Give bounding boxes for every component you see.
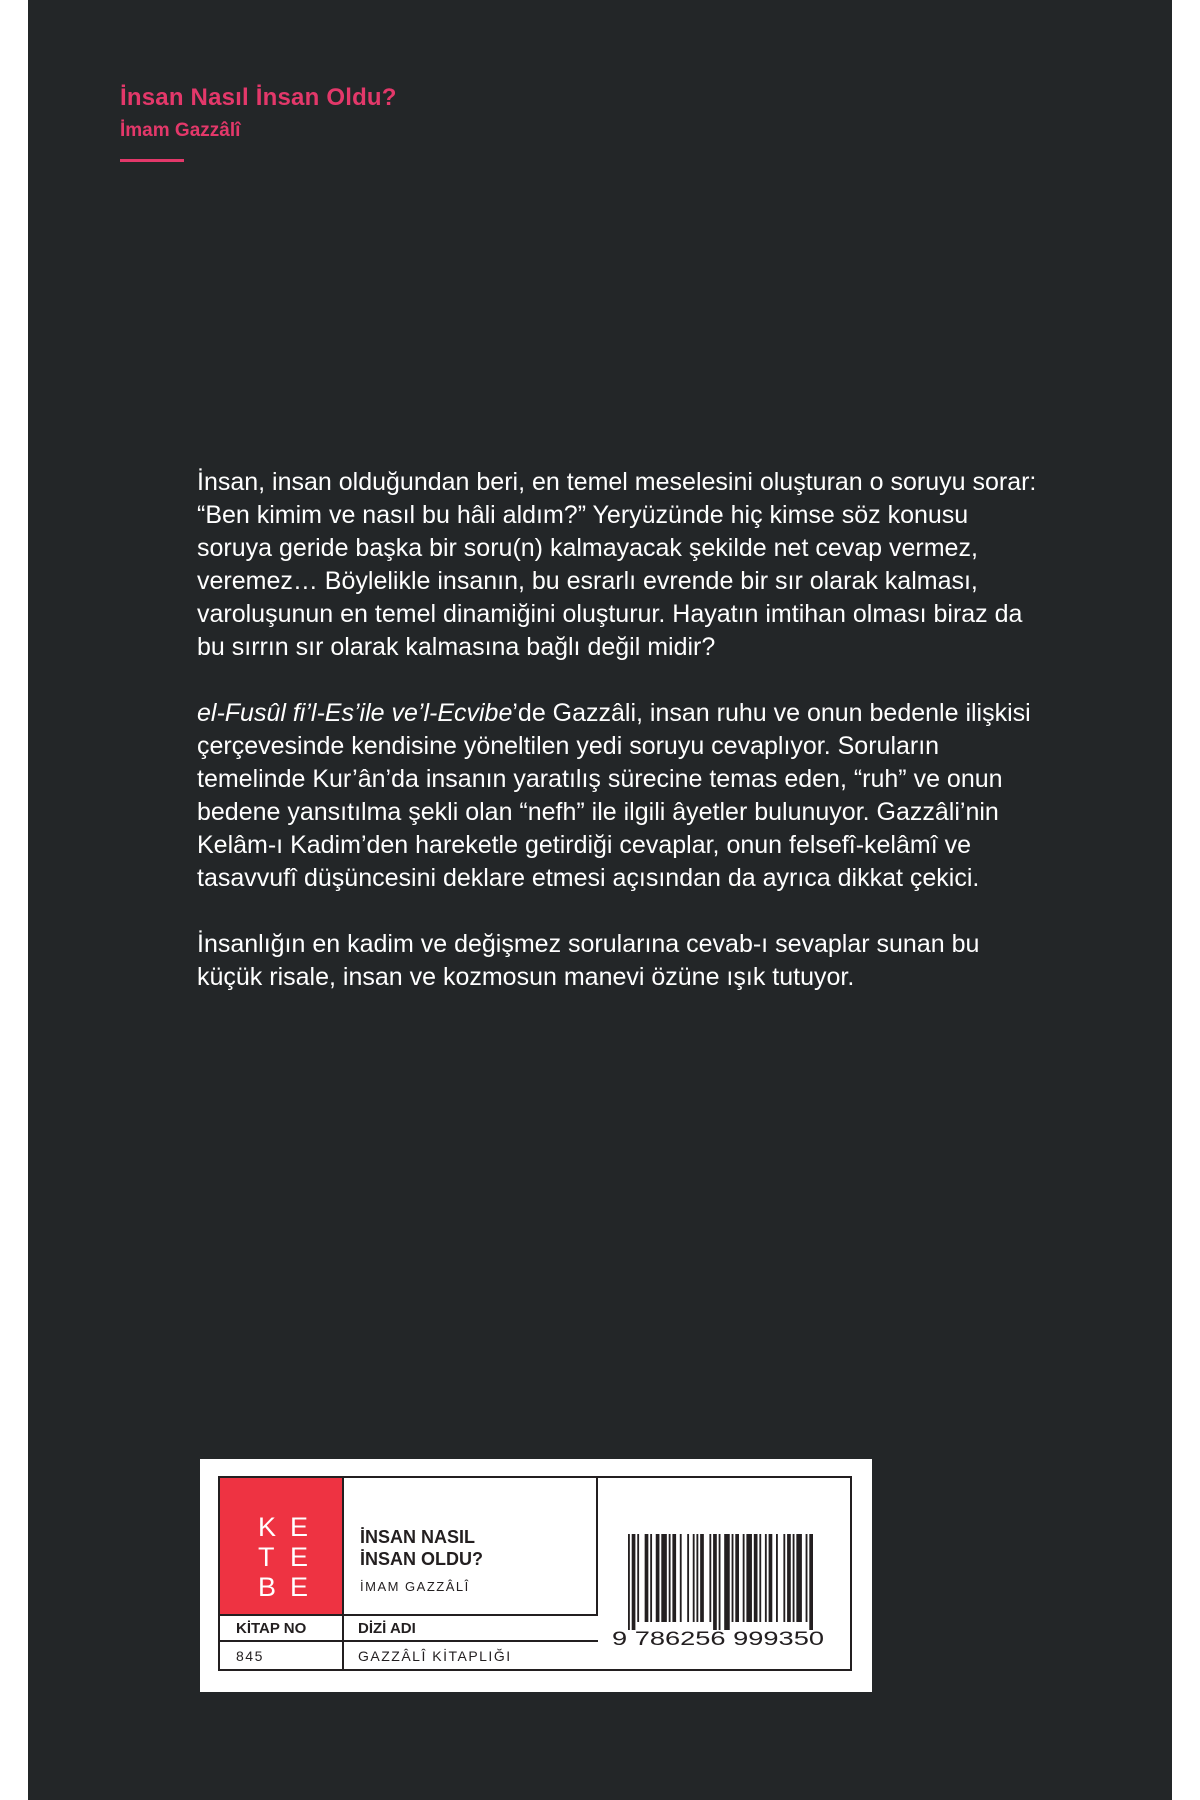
label-title-block — [342, 1478, 598, 1614]
logo-letter: E — [289, 1542, 308, 1572]
isbn-digits: 9 786256 999350 — [612, 1629, 824, 1650]
barcode-bar — [793, 1534, 795, 1622]
barcode-block — [598, 1478, 850, 1669]
barcode-bar — [669, 1534, 671, 1622]
work-title-italic: el-Fusûl fi’l-Es’ile ve’l-Ecvibe — [197, 699, 513, 727]
barcode-bar — [765, 1534, 767, 1622]
barcode-bar — [696, 1534, 698, 1622]
dizi-adi-value: GAZZÂLÎ KİTAPLIĞI — [358, 1647, 512, 1664]
blurb-paragraph-1: İnsan, insan olduğundan beri, en temel meselesini oluşturan o soruyu sorar: “Ben kimim ve nasıl bu hâli aldım?” Yeryüzünde hiç kimse söz konusu soruya geride başka bir soru(n) kalmayacak şekilde net cevap vermez, veremez… Böylelikle insanın, bu esrarlı evrende bir sır olarak kalması, varoluşunun en temel dinamiğini oluşturur. Hayatın imtihan olması biraz da bu sırrın sır olarak kalmasına bağlı değil midir? — [197, 468, 1037, 661]
title-underline — [120, 159, 184, 162]
barcode-bar — [743, 1534, 745, 1622]
barcode-bars — [628, 1534, 813, 1630]
publisher-label-panel — [200, 1459, 872, 1692]
barcode — [598, 1478, 850, 1669]
logo-letter: E — [289, 1512, 308, 1542]
logo-letter: K — [258, 1512, 277, 1542]
barcode-bar — [700, 1534, 704, 1622]
barcode-bar — [787, 1534, 791, 1622]
blurb-paragraph-3: İnsanlığın en kadim ve değişmez sorularına cevab-ı sevaplar sunan bu küçük risale, insan ve kozmosun manevi özüne ışık tutuyor. — [197, 930, 980, 991]
barcode-bar — [809, 1534, 813, 1630]
blurb-paragraph-2 — [197, 697, 1037, 895]
barcode-bar — [796, 1534, 802, 1622]
book-title: İnsan Nasıl İnsan Oldu? — [120, 84, 397, 111]
barcode-bar — [661, 1534, 667, 1622]
barcode-bar — [632, 1534, 636, 1630]
barcode-bar — [746, 1534, 752, 1622]
barcode-bar — [759, 1534, 761, 1622]
dizi-adi-label: DİZİ ADI — [358, 1619, 416, 1637]
barcode-bar — [650, 1534, 652, 1622]
book-author: İmam Gazzâlî — [120, 120, 241, 141]
barcode-bar — [687, 1534, 689, 1622]
label-header-row — [220, 1614, 598, 1642]
barcode-bar — [709, 1534, 711, 1622]
barcode-bar — [672, 1534, 676, 1622]
logo-letter: B — [258, 1572, 277, 1602]
barcode-bar — [735, 1534, 739, 1622]
barcode-bar — [628, 1534, 630, 1630]
label-author: İMAM GAZZÂLÎ — [360, 1579, 470, 1594]
label-value-row — [220, 1642, 598, 1669]
barcode-bar — [645, 1534, 649, 1622]
blurb-text — [197, 466, 1037, 1027]
barcode-bar — [680, 1534, 682, 1622]
kitap-no-value: 845 — [236, 1647, 264, 1664]
barcode-bar — [776, 1534, 778, 1622]
barcode-bar — [719, 1534, 721, 1630]
barcode-bar — [732, 1534, 734, 1622]
barcode-bar — [724, 1534, 730, 1630]
kitap-no-label: KİTAP NO — [236, 1619, 307, 1637]
barcode-bar — [693, 1534, 695, 1622]
barcode-bar — [637, 1534, 639, 1622]
blurb-paragraph-2-text: ’de Gazzâli, insan ruhu ve onun bedenle ilişkisi çerçevesinde kendisine yöneltilen yedi soruyu cevaplıyor. Soruların temelinde Kur’ân’da insanın yaratılış sürecine temas eden, “ruh” ve onun bedene yansıtılma şekli olan “nefh” ile ilgili âyetler bulunuyor. Gazzâli’nin Kelâm-ı Kadim’den hareketle getirdiği cevaplar, onun felsefî-kelâmî ve tasavvufî düşüncesini deklare etmesi açısından da ayrıca dikkat çekici. — [197, 699, 1031, 892]
logo-letter: E — [289, 1572, 308, 1602]
label-title — [360, 1526, 590, 1570]
label-title-line-2: İNSAN OLDU? — [360, 1549, 483, 1569]
barcode-bar — [769, 1534, 773, 1622]
ketebe-logo — [220, 1478, 342, 1614]
barcode-bar — [656, 1534, 660, 1622]
publisher-label-box — [218, 1476, 852, 1671]
barcode-bar — [713, 1534, 717, 1630]
logo-letter: T — [258, 1542, 275, 1572]
barcode-bar — [783, 1534, 785, 1622]
barcode-bar — [806, 1534, 808, 1622]
barcode-bar — [754, 1534, 758, 1622]
label-title-line-1: İNSAN NASIL — [360, 1527, 476, 1547]
